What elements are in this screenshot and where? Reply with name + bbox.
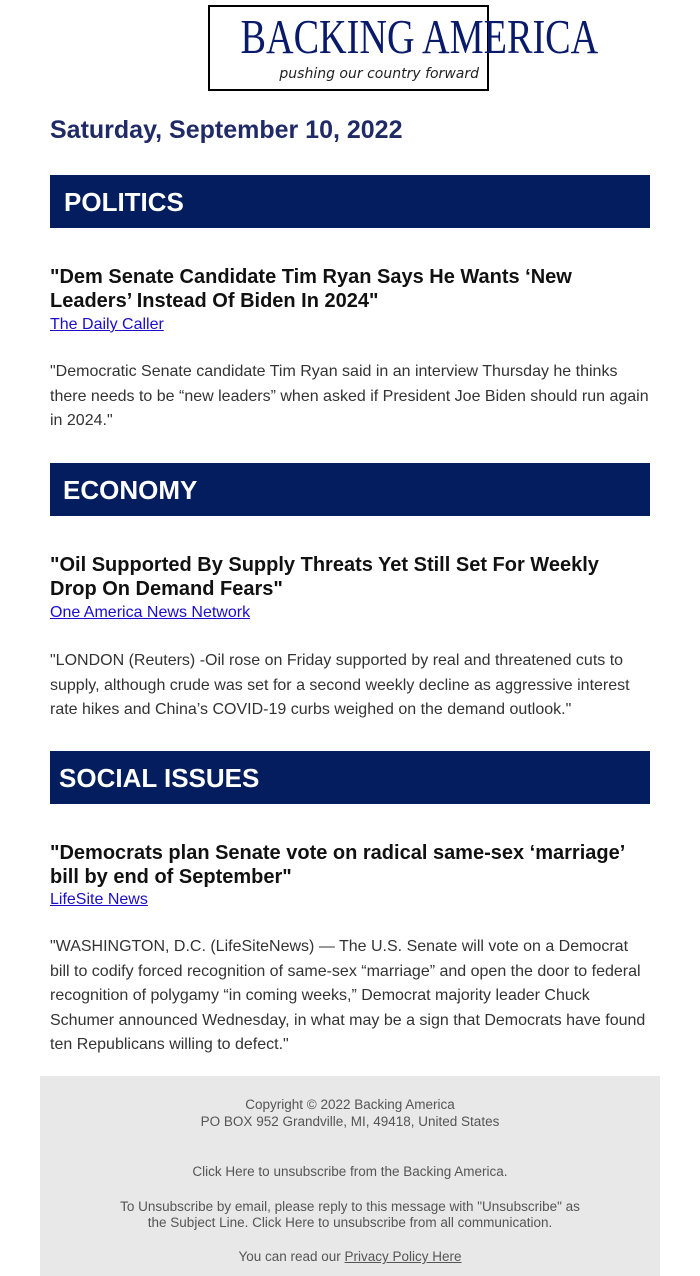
section-bar-economy	[50, 463, 650, 516]
logo-box[interactable]	[208, 5, 599, 91]
footer-email-unsubscribe-line2[interactable]: the Subject Line. Click Here to unsubscribe from all communication.	[147, 1215, 553, 1230]
logo-title: BACKING AMERICA	[240, 9, 599, 64]
footer-email-unsubscribe-line1: To Unsubscribe by email, please reply to this message with "Unsubscribe" as	[120, 1199, 580, 1214]
logo-tagline: pushing our country forward	[279, 66, 479, 82]
footer-privacy	[40, 1248, 660, 1265]
article-headline[interactable]: "Democrats plan Senate vote on radical same-sex ‘marriage’ bill by end of September"	[50, 842, 625, 888]
article-excerpt: "WASHINGTON, D.C. (LifeSiteNews) — The U.S. Senate will vote on a Democrat bill to codify forced recognition of same-sex “marriage” and open the door to federal recognition of polygamy “in coming weeks,” Democrat majority leader Chuck Schumer announced Wednesday, in what may be a sign that Democrats have found ten Republicans willing to defect."	[50, 938, 646, 1053]
privacy-policy-link[interactable]: Privacy Policy Here	[344, 1249, 462, 1264]
section-title: POLITICS	[64, 187, 184, 217]
footer	[40, 1076, 660, 1276]
footer-address: PO BOX 952 Grandville, MI, 49418, United States	[200, 1114, 500, 1129]
section-bar-politics	[50, 175, 650, 228]
section-bar-social-issues	[50, 751, 650, 804]
article-headline[interactable]: "Oil Supported By Supply Threats Yet Still Set For Weekly Drop On Demand Fears"	[50, 554, 599, 600]
article-headline[interactable]: "Dem Senate Candidate Tim Ryan Says He Wants ‘New Leaders’ Instead Of Biden In 2024"	[50, 266, 572, 312]
footer-copyright: Copyright © 2022 Backing America	[245, 1097, 455, 1112]
article-excerpt: "LONDON (Reuters) -Oil rose on Friday supported by real and threatened cuts to supply, although crude was set for a second weekly decline as aggressive interest rate hikes and China’s COVID-19 curbs weighed on the demand outlook."	[50, 652, 630, 718]
footer-unsubscribe-link[interactable]: Click Here to unsubscribe from the Backing America.	[192, 1164, 508, 1179]
footer-privacy-prefix: You can read our	[238, 1249, 345, 1264]
newsletter-date: Saturday, September 10, 2022	[50, 116, 403, 144]
section-title: ECONOMY	[63, 475, 198, 505]
article-source-link[interactable]: LifeSite News	[50, 891, 148, 908]
section-title: SOCIAL ISSUES	[59, 763, 260, 793]
article-source-link[interactable]: One America News Network	[50, 604, 251, 621]
article-excerpt: "Democratic Senate candidate Tim Ryan said in an interview Thursday he thinks there needs to be “new leaders” when asked if President Joe Biden should run again in 2024."	[50, 363, 649, 429]
article-source-link[interactable]: The Daily Caller	[50, 316, 164, 333]
